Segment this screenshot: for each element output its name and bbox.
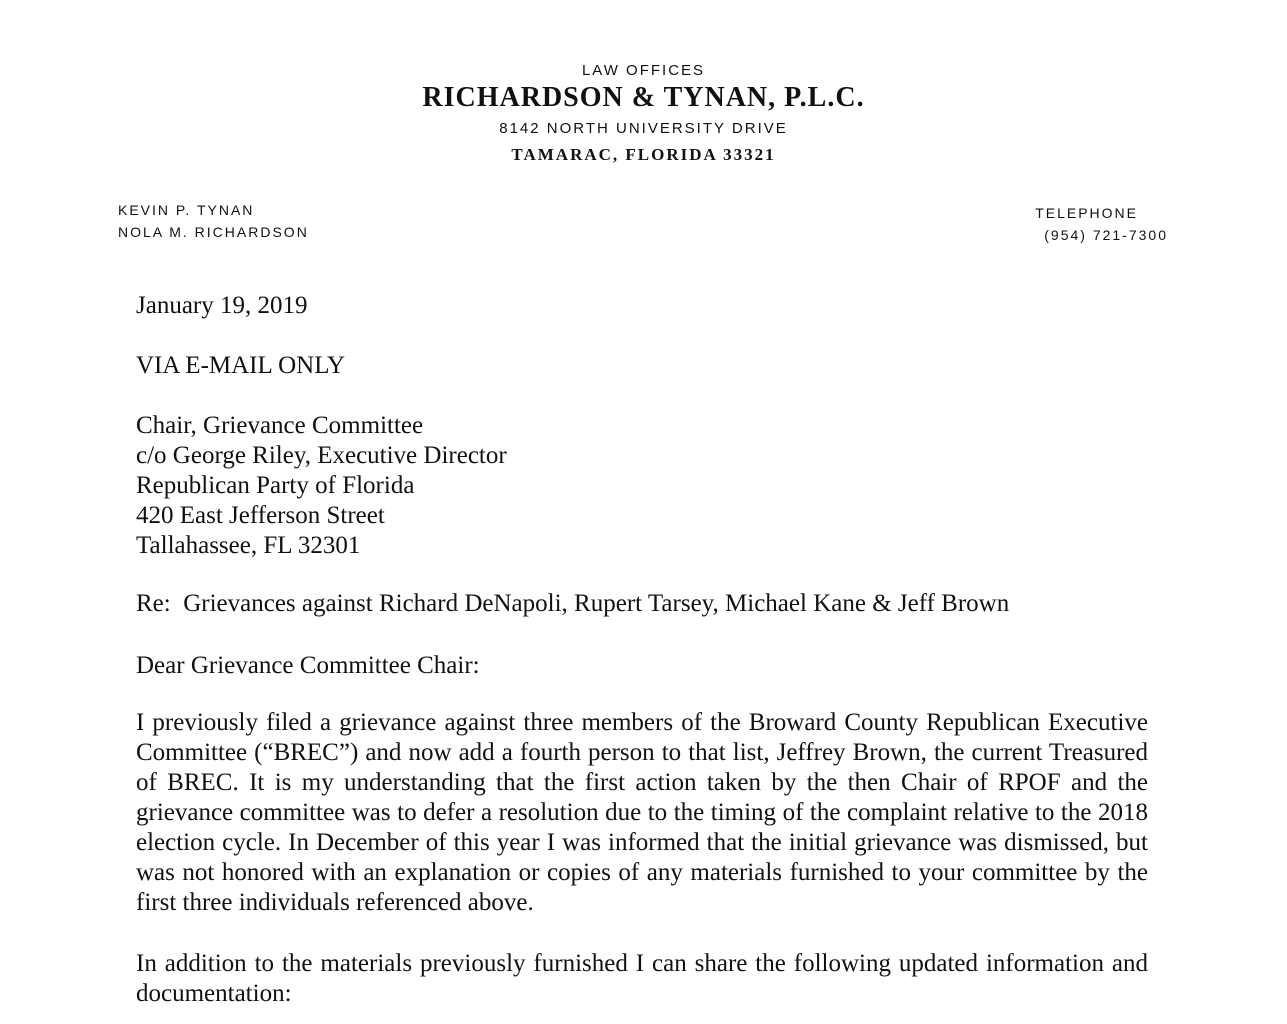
firm-city: TAMARAC, FLORIDA 33321 <box>511 145 776 164</box>
recipient-line: c/o George Riley, Executive Director <box>136 442 507 469</box>
telephone-number: (954) 721-7300 <box>1044 227 1168 243</box>
body-paragraph: I previously filed a grievance against three members of the Broward County Republican Executive Committee (“BREC”) and now add a fourth person to that list, Jeffrey Brown, the current Treasured of BREC. It is my understanding that the first action taken by the then Chair of RPOF and the grievance committee was to defer a resolution due to the timing of the complaint relative to the 2018 election cycle. In December of this year I was informed that the initial grievance was dismissed, but was not honored with an explanation or copies of any materials furnished to your committee by the first three individuals referenced above. <box>136 709 1148 916</box>
recipient-line: Tallahassee, FL 32301 <box>136 532 361 559</box>
letterhead-subtitle: LAW OFFICES <box>581 62 706 79</box>
recipient-line: Chair, Grievance Committee <box>136 412 424 439</box>
subject-line: Re: Grievances against Richard DeNapoli, Rupert Tarsey, Michael Kane & Jeff Brown <box>136 590 1010 617</box>
salutation: Dear Grievance Committee Chair: <box>136 652 480 679</box>
recipient-line: 420 East Jefferson Street <box>136 502 385 529</box>
firm-address: 8142 NORTH UNIVERSITY DRIVE <box>499 120 788 137</box>
partner-name: KEVIN P. TYNAN <box>118 202 255 218</box>
recipient-address <box>136 411 1148 561</box>
delivery-method: VIA E-MAIL ONLY <box>136 352 346 379</box>
recipient-line: Republican Party of Florida <box>136 472 415 499</box>
partner-name: NOLA M. RICHARDSON <box>118 224 309 240</box>
firm-name: RICHARDSON & TYNAN, P.L.C. <box>422 82 865 113</box>
telephone-label: TELEPHONE <box>1035 205 1138 221</box>
letter-date: January 19, 2019 <box>136 292 308 319</box>
body-paragraph: In addition to the materials previously furnished I can share the following updated information and documentation: <box>136 950 1148 1007</box>
